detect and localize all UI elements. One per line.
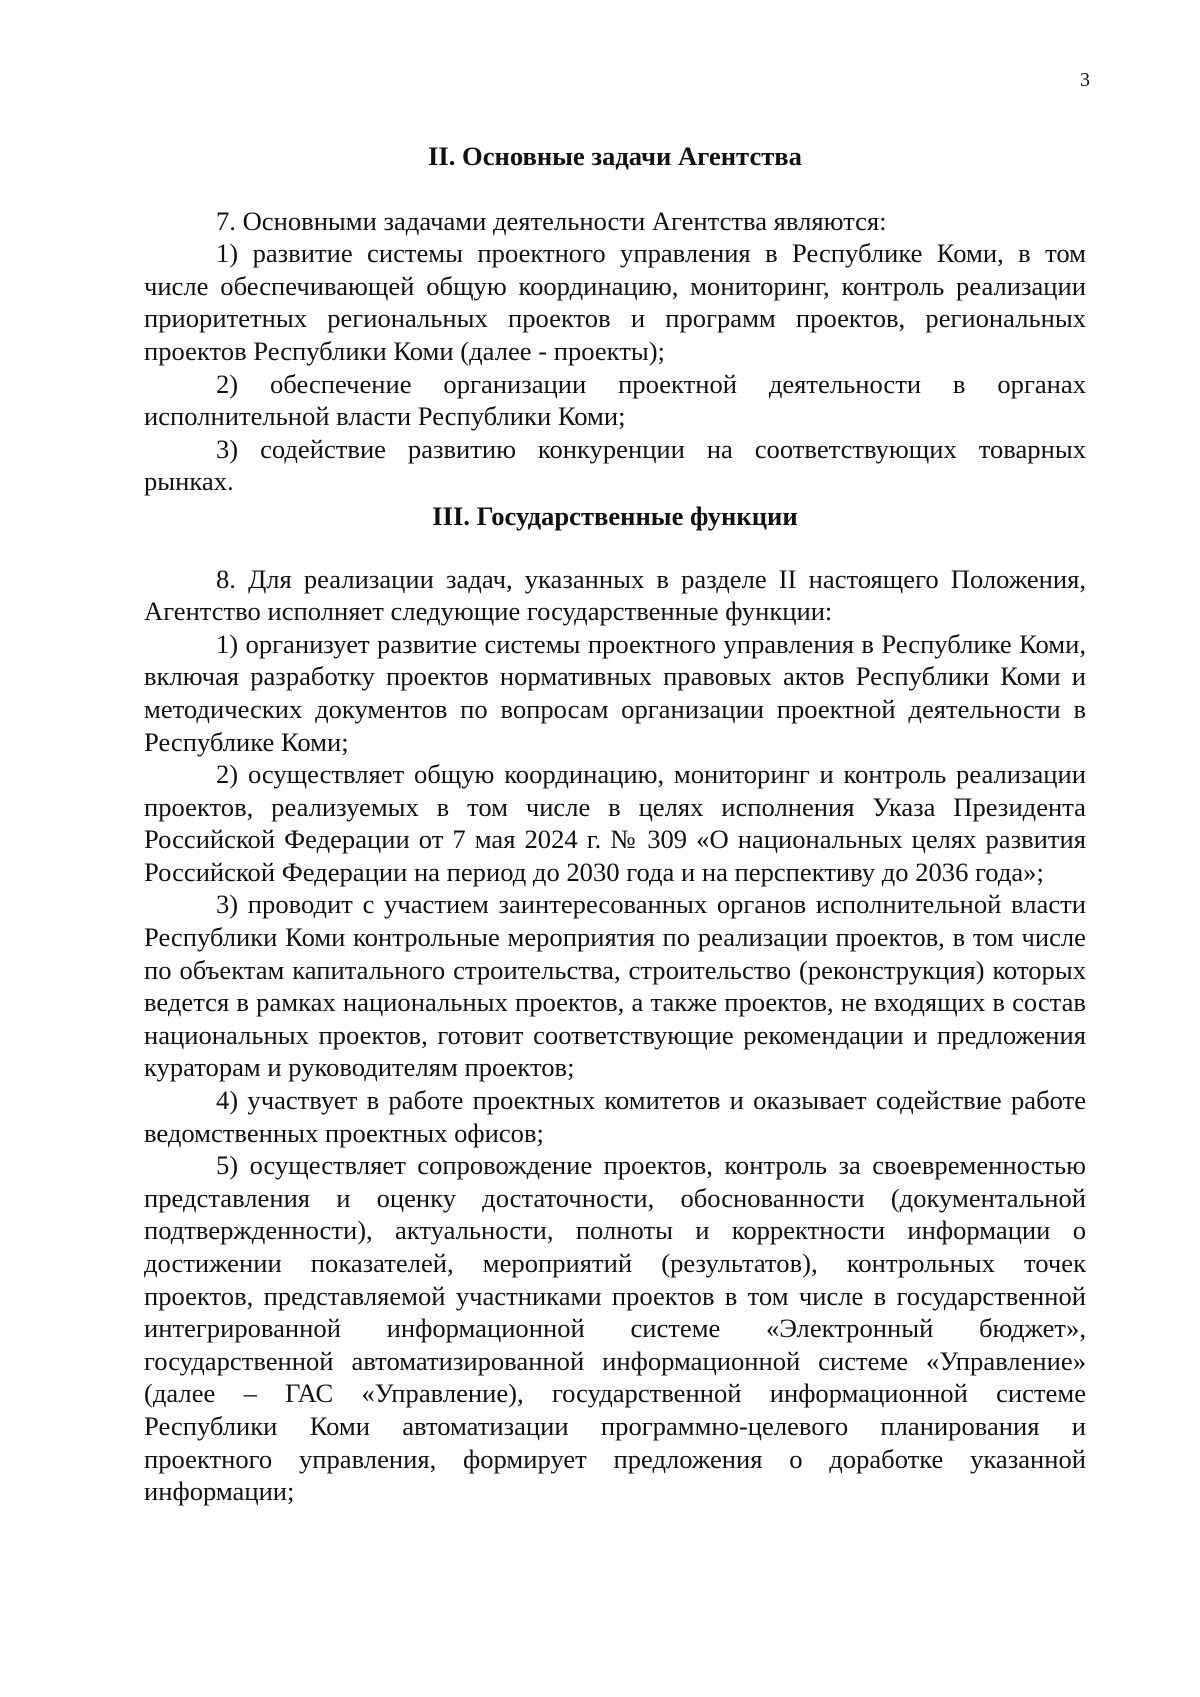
paragraph-7-item-3: 3) содействие развитию конкуренции на соответствующих товарных рынках. — [144, 433, 1086, 497]
paragraph-8-item-1: 1) организует развитие системы проектного управления в Республике Коми, включая разработку проектов нормативных правовых актов Республики Коми и методических документов по вопросам организации проектной деятельности в Республике Коми; — [144, 628, 1086, 757]
document-body — [144, 140, 1086, 1508]
page-number: 3 — [1080, 69, 1090, 91]
paragraph-8: 8. Для реализации задач, указанных в разделе II настоящего Положения, Агентство исполняет следующие государственные функции: — [144, 563, 1086, 627]
section-3-heading: III. Государственные функции — [432, 500, 798, 531]
paragraph-8-item-4: 4) участвует в работе проектных комитетов и оказывает содействие работе ведомственных проектных офисов; — [144, 1085, 1086, 1148]
paragraph-8-item-3: 3) проводит с участием заинтересованных органов исполнительной власти Республики Коми контрольные мероприятия по реализации проектов, в том числе по объектам капитального строительства, строительство (реконструкция) которых ведется в рамках национальных проектов, а также проектов, не входящих в состав национальных проектов, готовит соответствующие рекомендации и предложения кураторам и руководителям проектов; — [144, 889, 1086, 1083]
paragraph-8-item-2: 2) осуществляет общую координацию, мониторинг и контроль реализации проектов, реализуемых в том числе в целях исполнения Указа Президента Российской Федерации от 7 мая 2024 г. № 309 «О национальных целях развития Российской Федерации на период до 2030 года и на перспективу до 2036 года»; — [144, 759, 1086, 887]
paragraph-7: 7. Основными задачами деятельности Агентства являются: — [216, 205, 887, 236]
section-2-heading: II. Основные задачи Агентства — [428, 141, 802, 171]
paragraph-7-item-1: 1) развитие системы проектного управления в Республике Коми, в том числе обеспечивающей общую координацию, мониторинг, контроль реализации приоритетных региональных проектов и программ проектов, региональных проектов Республики Коми (далее - проекты); — [144, 238, 1086, 366]
paragraph-8-item-5: 5) осуществляет сопровождение проектов, контроль за своевременностью представления и оценку достаточности, обоснованности (документальной подтвержденности), актуальности, полноты и корректности информации о достижении показателей, мероприятий (результатов), контрольных точек проектов, представляемой участниками проектов в том числе в государственной интегрированной информационной системе «Электронный бюджет», государственной автоматизированной информационной системе «Управление» (далее – ГАС «Управление), государственной информационной системе Республики Коми автоматизации программно-целевого планирования и проектного управления, формирует предложения о доработке указанной информации; — [144, 1150, 1086, 1507]
paragraph-7-item-2: 2) обеспечение организации проектной деятельности в органах исполнительной власти Республики Коми; — [144, 368, 1086, 432]
